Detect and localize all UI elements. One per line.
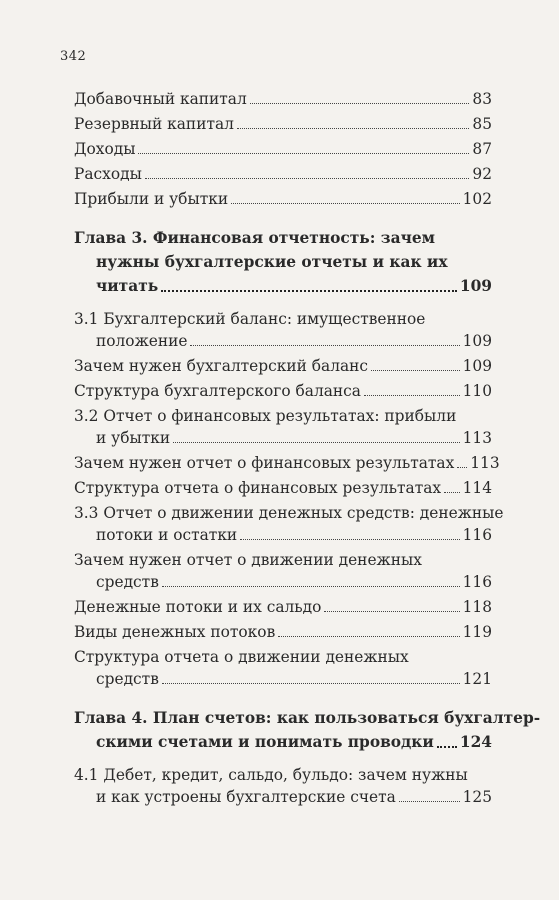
toc-row [74, 138, 492, 160]
toc-entry-title: читать [96, 277, 159, 295]
toc-page-number: 118 [462, 598, 492, 616]
toc-entry [74, 308, 492, 352]
toc-entry-title: Денежные потоки и их сальдо [74, 598, 322, 616]
toc-entry [74, 477, 492, 499]
dot-leader [437, 746, 457, 748]
dot-leader [240, 539, 459, 540]
toc-page-number: 113 [470, 454, 500, 472]
dot-leader [138, 153, 469, 154]
toc-row [74, 571, 492, 593]
toc-page-number: 85 [472, 115, 492, 133]
toc-entry [74, 764, 492, 808]
toc-row [74, 524, 492, 546]
toc-entry-title-line: 4.1 Дебет, кредит, сальдо, бульдо: зачем нужны [74, 766, 468, 784]
toc-entry-title: Зачем нужен бухгалтерский баланс [74, 357, 369, 375]
dot-leader [237, 128, 469, 129]
toc-page-number: 121 [462, 670, 492, 688]
toc-entry [74, 646, 492, 690]
toc-page-number: 109 [462, 332, 492, 350]
toc-row [74, 88, 492, 110]
toc-row [74, 113, 492, 135]
toc-entry-title: Прибыли и убытки [74, 190, 229, 208]
toc-row [74, 163, 492, 185]
toc-entry-title: Структура бухгалтерского баланса [74, 382, 361, 400]
toc-entry [74, 380, 492, 402]
toc-entry-title-line: 3.2 Отчет о финансовых результатах: прибыли [74, 407, 457, 425]
toc-row [74, 477, 492, 499]
toc-entry [74, 452, 500, 474]
toc-entry-title-line: 3.3 Отчет о движении денежных средств: денежные [74, 504, 504, 522]
toc-entry-title: Зачем нужен отчет о финансовых результатах [74, 454, 455, 472]
toc-entry [74, 355, 492, 377]
toc-row [74, 188, 492, 210]
toc-page-number: 116 [462, 526, 492, 544]
toc-entry [74, 596, 492, 618]
toc-page-number: 110 [462, 382, 492, 400]
dot-leader [145, 178, 470, 179]
dot-leader [399, 801, 460, 802]
toc-entry-title: и как устроены бухгалтерские счета [96, 788, 396, 806]
toc-page-number: 113 [462, 429, 492, 447]
toc-entry [74, 502, 504, 546]
toc-row [74, 786, 492, 808]
toc-entry-title: потоки и остатки [96, 526, 238, 544]
toc-chapter [74, 706, 541, 754]
toc-entry-title-line: Глава 3. Финансовая отчетность: зачем [74, 229, 435, 247]
toc-row [74, 355, 492, 377]
toc-entry [74, 549, 492, 593]
toc-entry-title: Доходы [74, 140, 136, 158]
dot-leader [457, 467, 467, 468]
dot-leader [162, 683, 460, 684]
toc-row [74, 730, 492, 754]
toc-entry [74, 88, 492, 110]
dot-leader [324, 611, 459, 612]
toc-entry-title: Виды денежных потоков [74, 623, 276, 641]
dot-leader [444, 492, 460, 493]
toc-entry [74, 621, 492, 643]
page-number: 342 [60, 49, 87, 64]
dot-leader [161, 290, 457, 292]
toc-entry-title-line: Структура отчета о движении денежных [74, 648, 409, 666]
toc-row [74, 452, 500, 474]
toc-row [74, 427, 492, 449]
toc-row [74, 274, 492, 298]
toc-entry-title-line: нужны бухгалтерские отчеты и как их [96, 253, 448, 271]
dot-leader [190, 345, 459, 346]
dot-leader [278, 636, 459, 637]
toc-entry-title: скими счетами и понимать проводки [96, 733, 434, 751]
toc-page-number: 87 [472, 140, 492, 158]
toc-page-number: 109 [462, 357, 492, 375]
dot-leader [371, 370, 460, 371]
toc-entry-title: средств [96, 573, 159, 591]
toc-row [74, 380, 492, 402]
toc-entry-title: Резервный капитал [74, 115, 234, 133]
toc-entry-title: и убытки [96, 429, 171, 447]
toc-page-number: 116 [462, 573, 492, 591]
toc-entry [74, 163, 492, 185]
toc-entry-title: Структура отчета о финансовых результатах [74, 479, 442, 497]
table-of-contents [74, 88, 541, 811]
toc-entry-title: положение [96, 332, 188, 350]
dot-leader [231, 203, 460, 204]
toc-entry [74, 113, 492, 135]
toc-entry [74, 138, 492, 160]
dot-leader [173, 442, 459, 443]
toc-row [74, 668, 492, 690]
toc-entry-title-line: 3.1 Бухгалтерский баланс: имущественное [74, 310, 426, 328]
toc-entry-title: средств [96, 670, 159, 688]
toc-entry-title-line: Зачем нужен отчет о движении денежных [74, 551, 422, 569]
toc-page-number: 114 [462, 479, 492, 497]
dot-leader [162, 586, 460, 587]
toc-entry-title: Добавочный капитал [74, 90, 247, 108]
toc-row [74, 621, 492, 643]
toc-entry-title: Расходы [74, 165, 142, 183]
toc-entry [74, 188, 492, 210]
toc-row [74, 596, 492, 618]
dot-leader [250, 103, 470, 104]
toc-entry-title-line: Глава 4. План счетов: как пользоваться бухгалтер- [74, 709, 541, 727]
toc-page-number: 124 [459, 733, 492, 751]
toc-page-number: 92 [472, 165, 492, 183]
toc-page-number: 83 [472, 90, 492, 108]
toc-page-number: 109 [459, 277, 492, 295]
toc-page-number: 119 [462, 623, 492, 641]
toc-entry [74, 405, 492, 449]
toc-page-number: 125 [462, 788, 492, 806]
toc-page-number: 102 [462, 190, 492, 208]
toc-row [74, 330, 492, 352]
dot-leader [364, 395, 460, 396]
toc-chapter [74, 226, 492, 298]
